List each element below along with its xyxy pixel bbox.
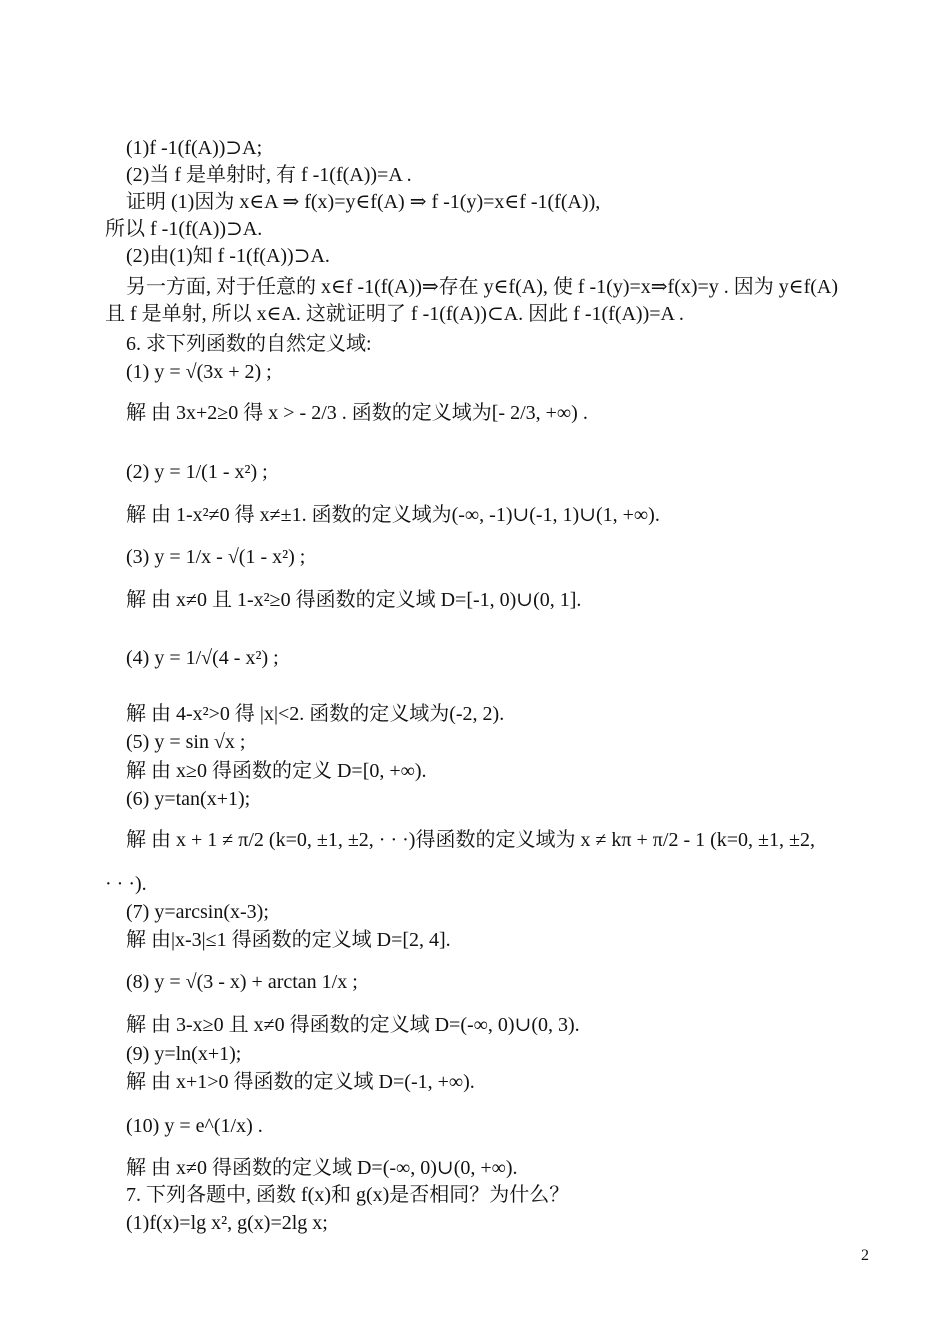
text-line: (1) y = √(3x + 2) ; <box>126 361 272 383</box>
text-line: (5) y = sin √x ; <box>126 731 246 753</box>
text-line: (2) y = 1/(1 - x²) ; <box>126 461 268 483</box>
text-line: 解 由 x + 1 ≠ π/2 (k=0, ±1, ±2, · · ·)得函数的定义域为 x ≠ kπ + π/2 - 1 (k=0, ±1, ±2, <box>126 829 816 851</box>
text-line: (7) y=arcsin(x-3); <box>126 901 269 923</box>
text-line: (1)f(x)=lg x², g(x)=2lg x; <box>126 1212 328 1234</box>
text-line: 解 由 x≠0 得函数的定义域 D=(-∞, 0)∪(0, +∞). <box>126 1157 518 1179</box>
text-line: 解 由 x≥0 得函数的定义 D=[0, +∞). <box>126 760 427 782</box>
text-line: 另一方面, 对于任意的 x∈f -1(f(A))⇒存在 y∈f(A), 使 f -1(y)=x⇒f(x)=y . 因为 y∈f(A) <box>126 276 839 298</box>
text-line: (10) y = e^(1/x) . <box>126 1115 263 1137</box>
text-line: 解 由 x≠0 且 1-x²≥0 得函数的定义域 D=[-1, 0)∪(0, 1]. <box>126 589 582 611</box>
text-line: (9) y=ln(x+1); <box>126 1043 242 1065</box>
page-number: 2 <box>861 1247 869 1264</box>
text-line: 7. 下列各题中, 函数 f(x)和 g(x)是否相同？为什么？ <box>126 1184 570 1206</box>
text-line: 6. 求下列函数的自然定义域: <box>126 333 372 355</box>
text-line: · · ·). <box>105 873 147 895</box>
text-line: 解 由 1-x²≠0 得 x≠±1. 函数的定义域为(-∞, -1)∪(-1, 1)∪(1, +∞). <box>126 504 660 526</box>
text-line: (8) y = √(3 - x) + arctan 1/x ; <box>126 971 358 993</box>
text-line: 解 由|x-3|≤1 得函数的定义域 D=[2, 4]. <box>126 929 451 951</box>
text-line: (2)由(1)知 f -1(f(A))⊃A. <box>126 245 330 267</box>
text-line: 解 由 x+1>0 得函数的定义域 D=(-1, +∞). <box>126 1071 475 1093</box>
text-line: 证明 (1)因为 x∈A ⇒ f(x)=y∈f(A) ⇒ f -1(y)=x∈f -1(f(A)), <box>126 191 601 213</box>
text-line: 解 由 4-x²>0 得 |x|<2. 函数的定义域为(-2, 2). <box>126 703 505 725</box>
text-line: 解 由 3x+2≥0 得 x > - 2/3 . 函数的定义域为[- 2/3, +∞) . <box>126 402 588 424</box>
text-line: (1)f -1(f(A))⊃A; <box>126 137 263 159</box>
text-line: (2)当 f 是单射时, 有 f -1(f(A))=A . <box>126 164 412 186</box>
text-line: (4) y = 1/√(4 - x²) ; <box>126 647 279 669</box>
text-line: 且 f 是单射, 所以 x∈A. 这就证明了 f -1(f(A))⊂A. 因此 f -1(f(A))=A . <box>105 303 684 325</box>
text-line: 解 由 3-x≥0 且 x≠0 得函数的定义域 D=(-∞, 0)∪(0, 3). <box>126 1014 580 1036</box>
text-line: (6) y=tan(x+1); <box>126 788 251 810</box>
text-line: 所以 f -1(f(A))⊃A. <box>105 218 263 240</box>
text-line: (3) y = 1/x - √(1 - x²) ; <box>126 546 306 568</box>
